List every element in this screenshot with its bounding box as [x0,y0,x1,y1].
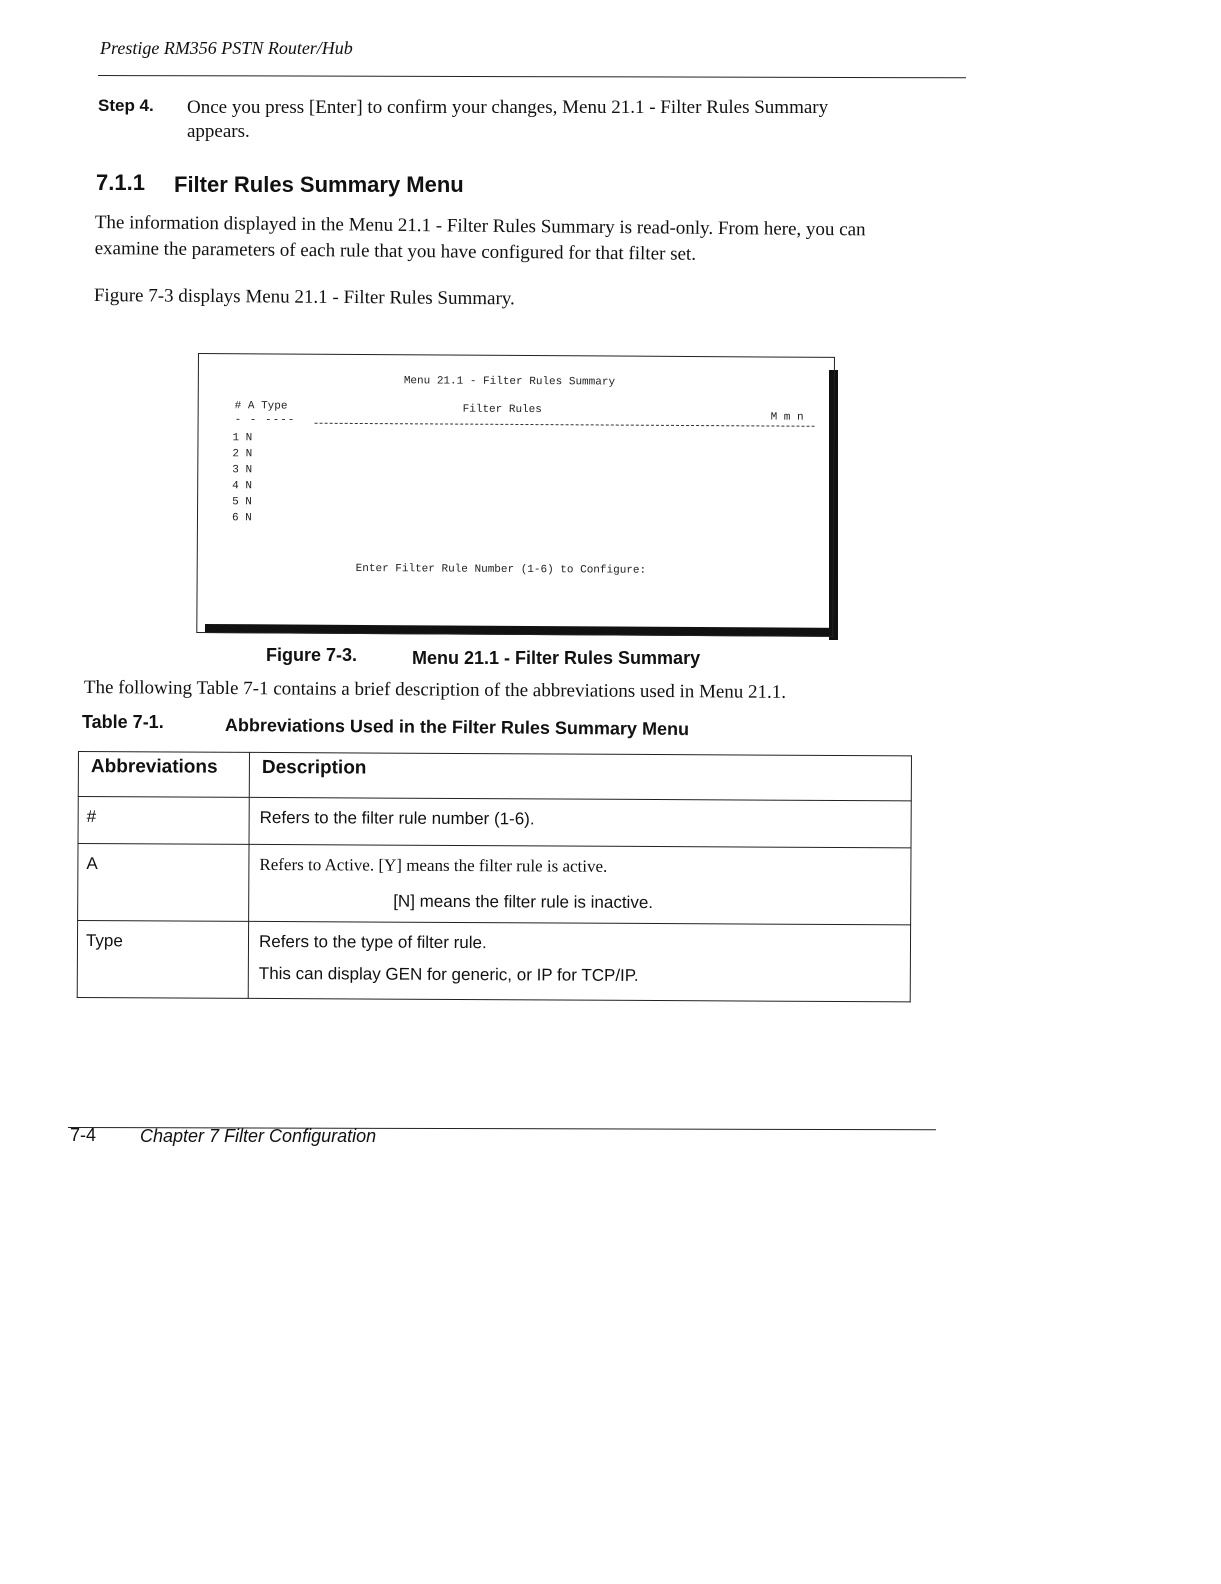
desc-line: Refers to the type of filter rule. [258,931,487,953]
terminal-dash-line [315,423,815,427]
table-header-row [78,752,911,801]
desc-line: Refers to the filter rule number (1-6). [259,807,535,829]
terminal-screen [196,353,835,637]
table-row [77,921,910,1002]
header-description: Description [249,752,911,800]
terminal-rule-row: 4 N [232,480,253,493]
terminal-rule-row: 2 N [232,448,253,461]
table-row [78,844,911,925]
abbr-cell: # [78,797,249,845]
section-paragraph-2: Figure 7-3 displays Menu 21.1 - Filter Rules Summary. [93,284,515,310]
desc-cell [248,921,910,1001]
desc-line: This can display GEN for generic, or IP for TCP/IP. [258,963,639,985]
abbr-cell: A [78,844,249,922]
table-intro-paragraph: The following Table 7-1 contains a brief description of the abbreviations used in Menu 21.1. [83,676,787,703]
terminal-rule-list [232,430,252,526]
figure-caption-title: Menu 21.1 - Filter Rules Summary [412,648,701,668]
terminal-col-header-left: # A Type [234,400,288,413]
desc-cell [249,844,911,924]
terminal-dash-short: - - ---- [234,414,296,427]
terminal-rule-row: 3 N [232,464,253,477]
table-row [78,797,911,848]
header-rule [98,75,966,78]
terminal-rule-row: 6 N [231,512,252,525]
abbreviations-table [77,751,912,1002]
figure-caption-number: Figure 7-3. [266,645,358,665]
abbr-cell: Type [77,921,248,999]
footer-page-number: 7-4 [70,1125,97,1145]
footer-chapter-title: Chapter 7 Filter Configuration [140,1126,377,1146]
desc-line: Refers to Active. [Y] means the filter rule is active. [259,854,608,876]
section-paragraph-1: The information displayed in the Menu 21.1 - Filter Rules Summary is read-only. From here, you can examine the parameters of each rule that you have configured for that filter set. [94,211,866,265]
section-title: Filter Rules Summary Menu [174,172,464,197]
section-number: 7.1.1 [96,170,145,195]
running-head: Prestige RM356 PSTN Router/Hub [100,38,353,58]
header-abbreviations: Abbreviations [78,752,249,798]
terminal-prompt: Enter Filter Rule Number (1-6) to Configure: [355,562,647,577]
table-caption-title: Abbreviations Used in the Filter Rules Summary Menu [224,715,690,740]
terminal-rule-row: 1 N [232,432,253,445]
table-caption-number: Table 7-1. [82,712,164,732]
terminal-col-header-right: M m n [770,411,804,424]
terminal-rule-row: 5 N [232,496,252,509]
terminal-title: Menu 21.1 - Filter Rules Summary [403,375,616,389]
step-text: Once you press [Enter] to confirm your changes, Menu 21.1 - Filter Rules Summary appears. [187,97,829,142]
desc-cell [249,797,911,847]
step-label: Step 4. [98,96,154,115]
desc-line: [N] means the filter rule is inactive. [393,891,654,913]
terminal-col-header-mid: Filter Rules [462,403,542,417]
